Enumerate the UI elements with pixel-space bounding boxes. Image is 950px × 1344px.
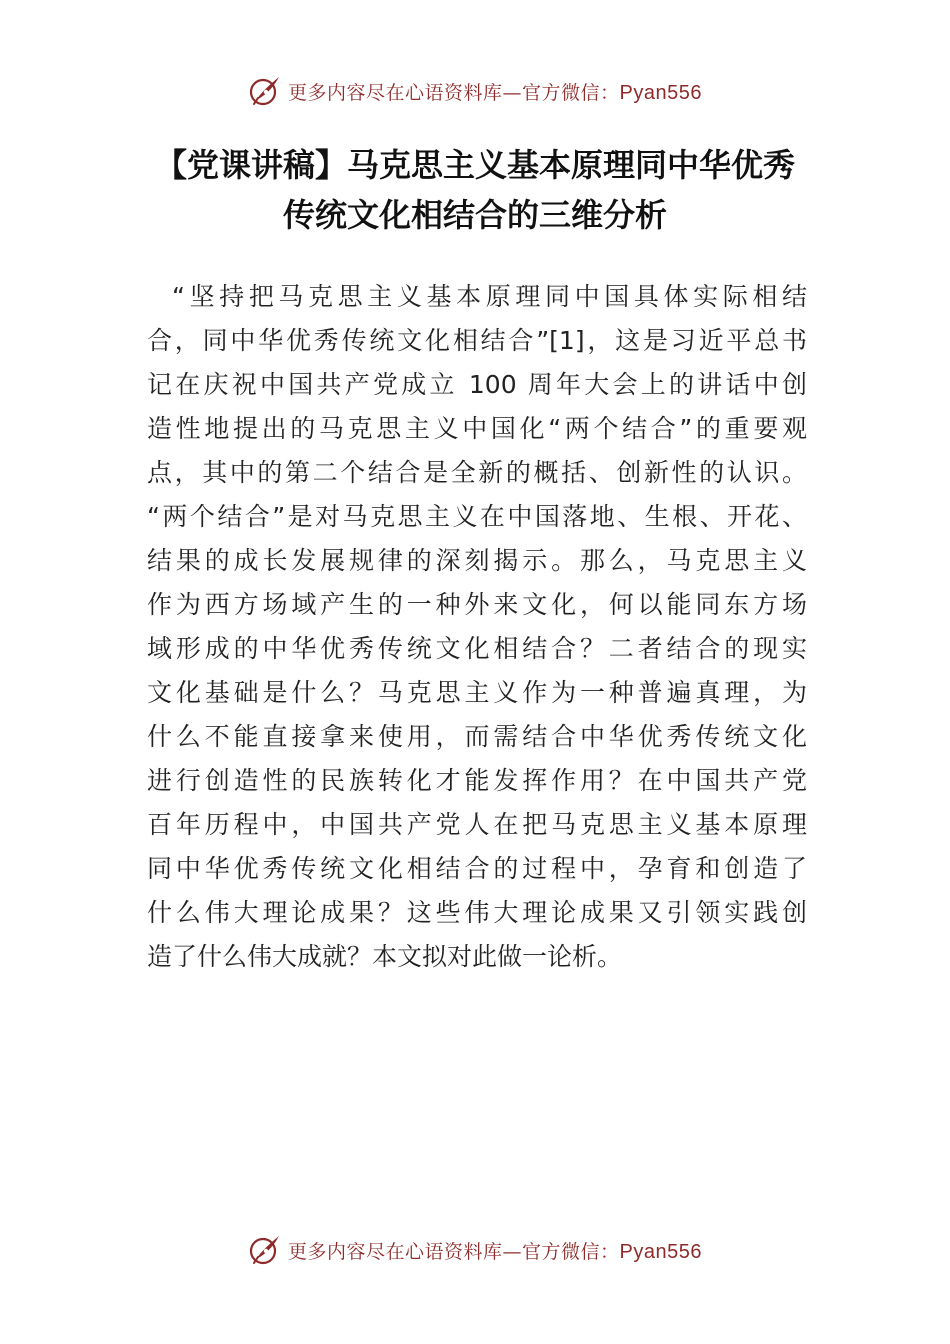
paragraph-line: 文化基础是什么？马克思主义作为一种普遍真理，为 [147,678,807,707]
footer-wechat-id: Pyan556 [619,1240,702,1263]
header-wechat-id: Pyan556 [619,81,702,104]
paragraph-line: 什么不能直接拿来使用，而需结合中华优秀传统文化 [147,722,807,751]
paragraph-line: 结果的成长发展规律的深刻揭示。那么，马克思主义 [147,546,807,575]
title-line-2: 传统文化相结合的三维分析 [282,196,667,234]
header-banner [0,74,950,108]
document-title [0,140,950,240]
quill-pen-logo-icon [248,74,282,108]
paragraph-line: “两个结合”是对马克思主义在中国落地、生根、开花、 [147,502,807,531]
paragraph-line: 记在庆祝中国共产党成立 100 周年大会上的讲话中创 [147,370,807,399]
paragraph-line: 合，同中华优秀传统文化相结合”[1]，这是习近平总书 [147,326,807,355]
footer-banner-text [288,1237,702,1264]
paragraph-line: 作为西方场域产生的一种外来文化，何以能同东方场 [147,590,807,619]
paragraph-line: 点，其中的第二个结合是全新的概括、创新性的认识。 [147,458,807,487]
paragraph-line: “坚持把马克思主义基本原理同中国具体实际相结 [172,282,807,311]
paragraph-line: 什么伟大理论成果？这些伟大理论成果又引领实践创 [147,898,807,927]
paragraph-line: 造性地提出的马克思主义中国化“两个结合”的重要观 [147,414,807,443]
footer-banner-label: 更多内容尽在心语资料库—官方微信： [288,1240,620,1263]
header-banner-text [288,78,702,105]
paragraph-line: 造了什么伟大成就？本文拟对此做一论析。 [147,942,623,971]
quill-pen-logo-icon [248,1233,282,1267]
header-banner-label: 更多内容尽在心语资料库—官方微信： [288,81,620,104]
title-line-1: 【党课讲稿】马克思主义基本原理同中华优秀 [154,146,795,184]
paragraph-line: 同中华优秀传统文化相结合的过程中，孕育和创造了 [147,854,807,883]
body-paragraph [147,275,807,979]
paragraph-line: 进行创造性的民族转化才能发挥作用？在中国共产党 [147,766,807,795]
paragraph-line: 百年历程中，中国共产党人在把马克思主义基本原理 [147,810,807,839]
paragraph-line: 域形成的中华优秀传统文化相结合？二者结合的现实 [147,634,807,663]
footer-banner [0,1233,950,1267]
